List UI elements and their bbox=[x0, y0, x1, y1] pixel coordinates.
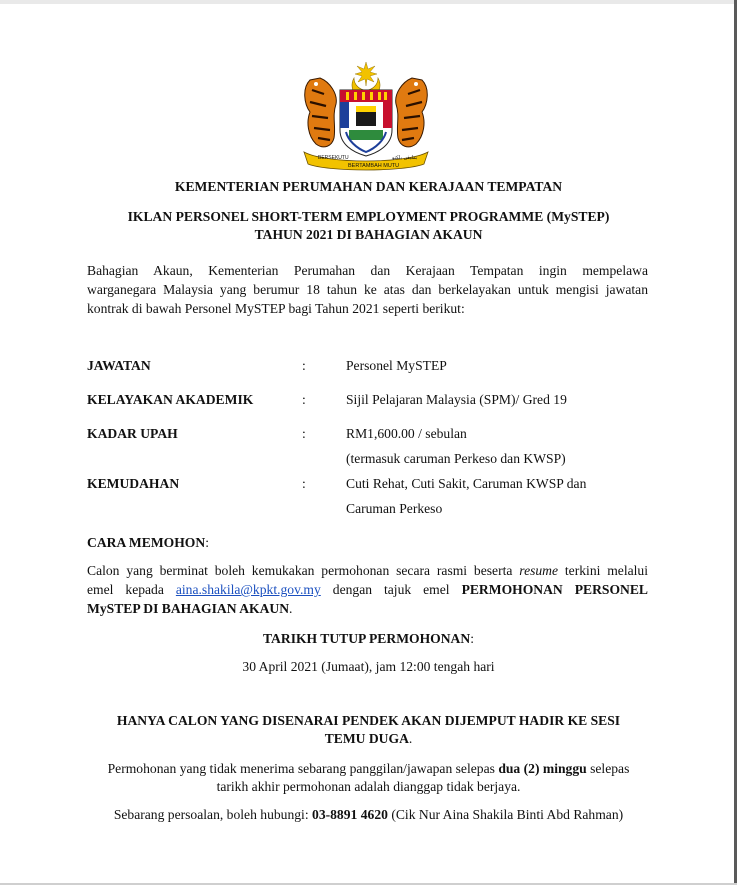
apply-heading-colon: : bbox=[205, 535, 209, 550]
apply-line3-text: MySTEP DI BAHAGIAN AKAUN bbox=[87, 601, 290, 616]
crest-motto-right: بمليڤن بلكتو bbox=[392, 155, 418, 161]
kelayakan-value: Sijil Pelajaran Malaysia (SPM)/ Gred 19 bbox=[346, 392, 567, 407]
intro-line3: kontrak di bawah Personel MySTEP bagi Tahun 2021 seperti berikut: bbox=[87, 301, 465, 316]
jawatan-label: JAWATAN bbox=[87, 358, 151, 373]
contact-phone: 03-8891 4620 bbox=[312, 807, 388, 822]
notice-line2-end: . bbox=[408, 731, 413, 746]
crest-motto-ribbon: BERTAMBAH MUTU bbox=[348, 163, 400, 169]
notice-line2 bbox=[0, 730, 737, 748]
notice-note-bold: dua (2) minggu bbox=[498, 761, 587, 776]
closing-date: 30 April 2021 (Jumaat), jam 12:00 tengah hari bbox=[242, 659, 495, 674]
apply-line3 bbox=[87, 600, 292, 618]
jawatan-value: Personel MySTEP bbox=[346, 358, 447, 373]
coat-of-arms-icon bbox=[296, 60, 436, 172]
kemudahan-value-line2: Caruman Perkeso bbox=[346, 501, 443, 516]
closing-heading-text: TARIKH TUTUP PERMOHONAN bbox=[263, 631, 471, 646]
kadar-value-line1: RM1,600.00 / sebulan bbox=[346, 426, 467, 441]
jawatan-colon: : bbox=[302, 358, 306, 373]
apply-line3-end: . bbox=[289, 601, 293, 616]
kadar-colon: : bbox=[302, 426, 306, 441]
page-title-line2: TAHUN 2021 DI BAHAGIAN AKAUN bbox=[254, 227, 483, 242]
kemudahan-colon: : bbox=[302, 476, 306, 491]
apply-line2-a: emel kepada bbox=[87, 582, 164, 597]
apply-line2-b: dengan tajuk emel bbox=[332, 582, 450, 597]
notice-note-line1 bbox=[0, 760, 737, 778]
closing-heading-colon: : bbox=[470, 631, 474, 646]
kadar-value-line2: (termasuk caruman Perkeso dan KWSP) bbox=[346, 451, 566, 466]
kelayakan-label: KELAYAKAN AKADEMIK bbox=[87, 392, 254, 407]
page-top-edge bbox=[0, 0, 737, 4]
notice-line2-text: TEMU DUGA bbox=[324, 731, 409, 746]
kelayakan-colon: : bbox=[302, 392, 306, 407]
notice-note-a: Permohonan yang tidak menerima sebarang panggilan/jawapan selepas bbox=[107, 761, 495, 776]
apply-line1-resume: resume bbox=[519, 563, 559, 578]
email-link[interactable]: aina.shakila@kpkt.gov.my bbox=[175, 582, 321, 597]
notice-note-line2: tarikh akhir permohonan adalah dianggap tidak berjaya. bbox=[216, 779, 521, 794]
kadar-label: KADAR UPAH bbox=[87, 426, 178, 441]
ministry-name: KEMENTERIAN PERUMAHAN DAN KERAJAAN TEMPATAN bbox=[174, 179, 563, 194]
apply-line2-c: PERMOHONAN PERSONEL bbox=[461, 582, 648, 597]
kemudahan-label: KEMUDAHAN bbox=[87, 476, 180, 491]
closing-heading bbox=[0, 630, 737, 648]
apply-heading bbox=[87, 534, 209, 552]
contact-text-a: Sebarang persoalan, boleh hubungi: bbox=[113, 807, 309, 822]
intro-line2: warganegara Malaysia yang berumur 18 tahun ke atas dan berkelayakan untuk mengisi jawatan bbox=[87, 282, 648, 297]
contact-text-b: (Cik Nur Aina Shakila Binti Abd Rahman) bbox=[391, 807, 624, 822]
contact-line bbox=[0, 806, 737, 824]
kemudahan-value-line1: Cuti Rehat, Cuti Sakit, Caruman KWSP dan bbox=[346, 476, 587, 491]
apply-line2 bbox=[87, 581, 648, 599]
notice-note-b: selepas bbox=[590, 761, 630, 776]
apply-line1-a: Calon yang berminat boleh kemukakan permohonan secara rasmi beserta bbox=[87, 563, 513, 578]
notice-line1: HANYA CALON YANG DISENARAI PENDEK AKAN DIJEMPUT HADIR KE SESI bbox=[116, 713, 621, 728]
intro-line1: Bahagian Akaun, Kementerian Perumahan dan Kerajaan Tempatan ingin mempelawa bbox=[87, 263, 648, 278]
page-title-line1: IKLAN PERSONEL SHORT-TERM EMPLOYMENT PROGRAMME (MySTEP) bbox=[127, 209, 610, 224]
apply-line1 bbox=[87, 562, 648, 580]
apply-line1-c: terkini melalui bbox=[564, 563, 649, 578]
apply-heading-text: CARA MEMOHON bbox=[87, 535, 206, 550]
crest-motto-left: BERSEKUTU bbox=[318, 155, 349, 161]
